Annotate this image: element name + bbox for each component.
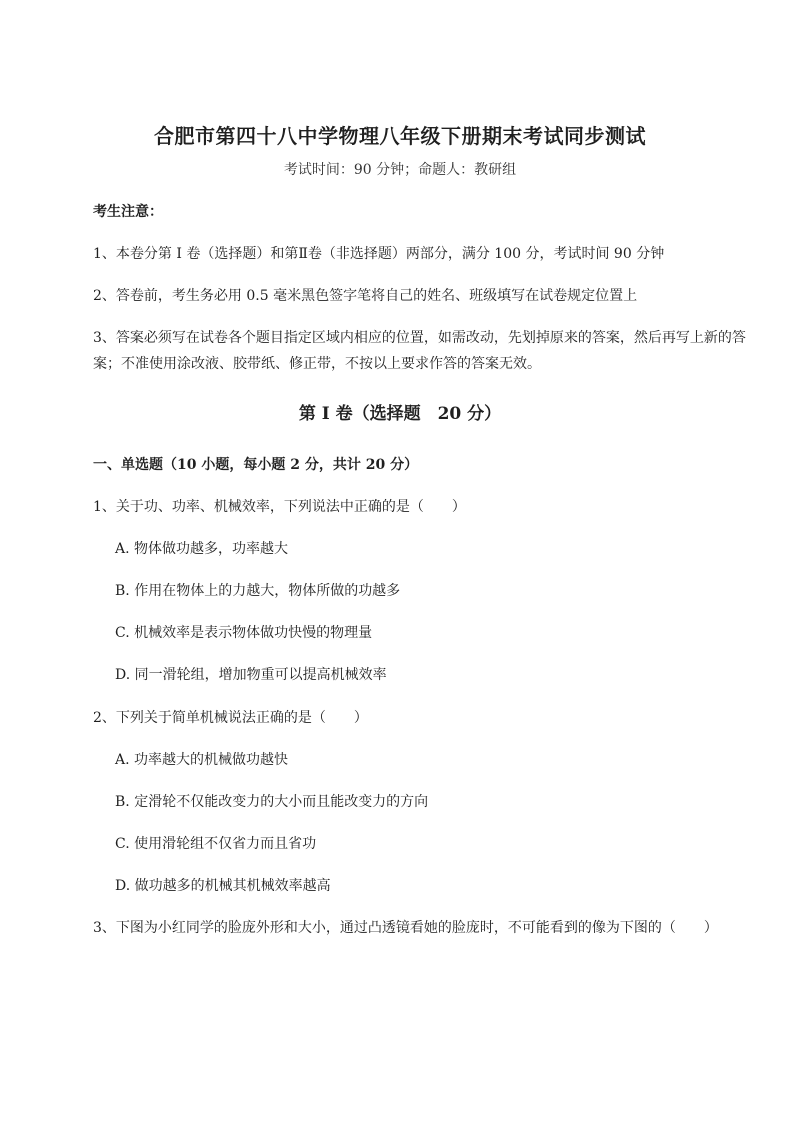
question-2-option-b: B. 定滑轮不仅能改变力的大小而且能改变力的方向	[115, 794, 429, 810]
part-heading: 一、单选题（10 小题，每小题 2 分，共计 20 分）	[93, 457, 419, 473]
question-2-option-d: D. 做功越多的机械其机械效率越高	[115, 878, 331, 894]
question-1-option-d: D. 同一滑轮组，增加物重可以提高机械效率	[115, 667, 387, 683]
section-title: 第 I 卷（选择题 20 分）	[298, 404, 502, 424]
question-2-option-a: A. 功率越大的机械做功越快	[115, 752, 289, 768]
question-1-option-b: B. 作用在物体上的力越大，物体所做的功越多	[115, 583, 401, 599]
question-2-option-c: C. 使用滑轮组不仅省力而且省功	[115, 836, 317, 852]
note-item-1: 1、本卷分第 I 卷（选择题）和第Ⅱ卷（非选择题）两部分，满分 100 分，考试时间 90 分钟	[93, 246, 665, 262]
note-item-2: 2、答卷前，考生务必用 0.5 毫米黑色签字笔将自己的姓名、班级填写在试卷规定位置上	[93, 288, 638, 304]
notes-heading: 考生注意：	[93, 204, 163, 220]
exam-title: 合肥市第四十八中学物理八年级下册期末考试同步测试	[154, 124, 646, 148]
question-1-stem: 1、关于功、功率、机械效率，下列说法中正确的是（ ）	[93, 499, 466, 515]
question-1-option-a: A. 物体做功越多，功率越大	[115, 541, 289, 557]
question-1-option-c: C. 机械效率是表示物体做功快慢的物理量	[115, 625, 373, 641]
note-item-3: 3、答案必须写在试卷各个题目指定区域内相应的位置，如需改动，先划掉原来的答案，然后再写上新的答案；不准使用涂改液、胶带纸、修正带，不按以上要求作答的答案无效。	[93, 330, 746, 372]
exam-subtitle: 考试时间：90 分钟；命题人：教研组	[283, 162, 517, 178]
question-2-stem: 2、下列关于简单机械说法正确的是（ ）	[93, 710, 368, 726]
question-3-stem: 3、下图为小红同学的脸庞外形和大小，通过凸透镜看她的脸庞时，不可能看到的像为下图的（ ）	[93, 920, 718, 936]
